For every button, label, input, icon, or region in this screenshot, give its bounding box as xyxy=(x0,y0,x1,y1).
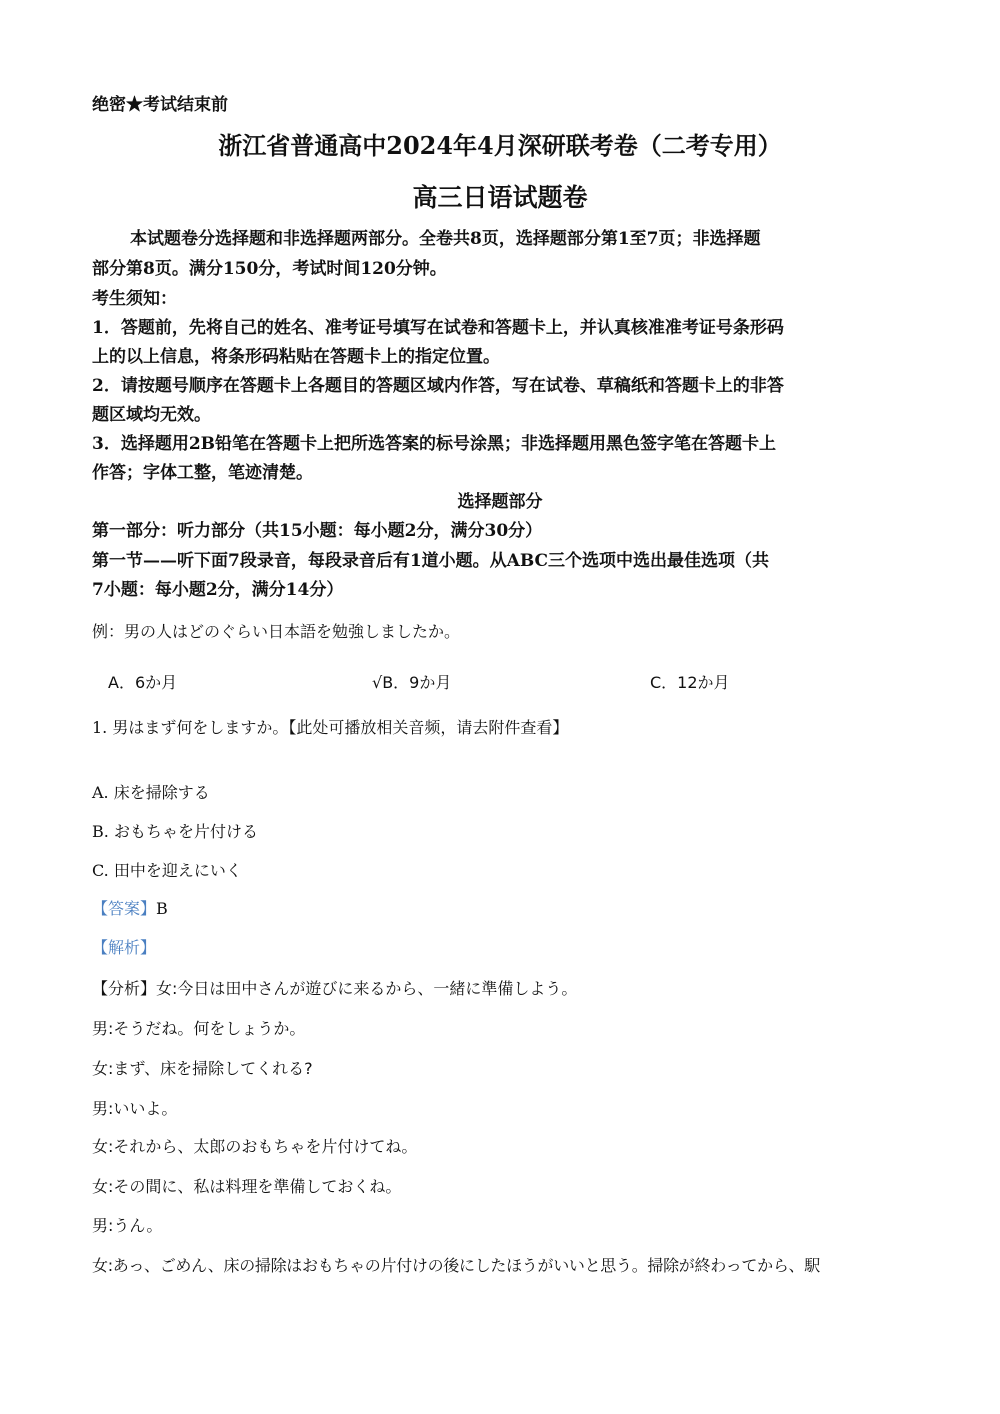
dialogue-line: 男:うん。 xyxy=(92,1216,163,1235)
example-question: 例：男の人はどのぐらい日本語を勉強しましたか。 xyxy=(92,622,461,641)
notice-heading: 考生须知： xyxy=(92,289,177,309)
option-letter: A. xyxy=(92,783,109,802)
question-text: 男はまず何をしますか。 xyxy=(112,718,289,737)
notice-item-2-line-1: 2．请按题号顺序在答题卡上各题目的答题区域内作答，写在试卷、草稿纸和答题卡上的非答 xyxy=(92,376,784,396)
notice-item-1-line-2: 上的以上信息，将条形码粘贴在答题卡上的指定位置。 xyxy=(92,347,500,367)
example-option-b: √B．9か月 xyxy=(372,673,452,692)
answer-line xyxy=(92,896,168,919)
option-letter: C. xyxy=(92,861,109,880)
dialogue-line: 女:それから、太郎のおもちゃを片付けてね。 xyxy=(92,1137,418,1156)
option-letter: B. xyxy=(92,822,109,841)
dialogue-line: 女:まず、床を掃除してくれる? xyxy=(92,1059,313,1078)
dialogue-line: 男:いいよ。 xyxy=(92,1099,178,1118)
dialogue-line: 女:その間に、私は料理を準備しておくね。 xyxy=(92,1177,402,1196)
question-number: 1. xyxy=(92,718,108,737)
notice-item-3-line-2: 作答；字体工整，笔迹清楚。 xyxy=(92,463,313,483)
question-1 xyxy=(92,715,568,738)
answer-value: B xyxy=(156,899,168,918)
confidential-label: 绝密★考试结束前 xyxy=(92,95,228,115)
part-1-heading: 第一部分：听力部分（共15小题：每小题2分，满分30分） xyxy=(92,521,543,541)
example-option-a: A．6か月 xyxy=(108,673,178,692)
dialogue-line: 女:あっ、ごめん、床の掃除はおもちゃの片付けの後にしたほうがいいと思う。掃除が終わってから、駅 xyxy=(92,1256,820,1275)
intro-line-1: 本试题卷分选择题和非选择题两部分。全卷共8页，选择题部分第1至7页；非选择题 xyxy=(130,229,761,249)
option-c xyxy=(92,858,242,881)
section-1-line-2: 7小题：每小题2分，满分14分） xyxy=(92,580,344,600)
option-b xyxy=(92,819,258,842)
example-option-c: C．12か月 xyxy=(650,673,730,692)
dialogue-line: 男:そうだね。何をしょうか。 xyxy=(92,1019,306,1038)
answer-tag: 【答案】 xyxy=(92,899,157,918)
fenxi-line xyxy=(92,976,577,999)
analysis-tag: 【解析】 xyxy=(92,938,157,957)
option-a xyxy=(92,780,210,803)
exam-subtitle: 高三日语试题卷 xyxy=(412,183,588,212)
section-title: 选择题部分 xyxy=(457,492,543,512)
option-text: 田中を迎えにいく xyxy=(113,861,242,880)
notice-item-2-line-2: 题区域均无效。 xyxy=(92,405,211,425)
exam-title: 浙江省普通高中2024年4月深研联考卷（二考专用） xyxy=(218,131,782,160)
option-text: 床を掃除する xyxy=(113,783,210,802)
dialogue-line: 女:今日は田中さんが遊びに来るから、一緒に準備しよう。 xyxy=(156,979,578,998)
audio-note: 【此处可播放相关音频，请去附件查看】 xyxy=(288,718,569,737)
fenxi-tag: 【分析】 xyxy=(92,979,157,998)
option-text: おもちゃを片付ける xyxy=(113,822,258,841)
section-1-line-1: 第一节——听下面7段录音，每段录音后有1道小题。从ABC三个选项中选出最佳选项（共 xyxy=(92,551,770,571)
notice-item-3-line-1: 3．选择题用2B铅笔在答题卡上把所选答案的标号涂黑；非选择题用黑色签字笔在答题卡上 xyxy=(92,434,777,454)
notice-item-1-line-1: 1．答题前，先将自己的姓名、准考证号填写在试卷和答题卡上，并认真核准准考证号条形码 xyxy=(92,318,784,338)
intro-line-2: 部分第8页。满分150分，考试时间120分钟。 xyxy=(92,259,447,279)
